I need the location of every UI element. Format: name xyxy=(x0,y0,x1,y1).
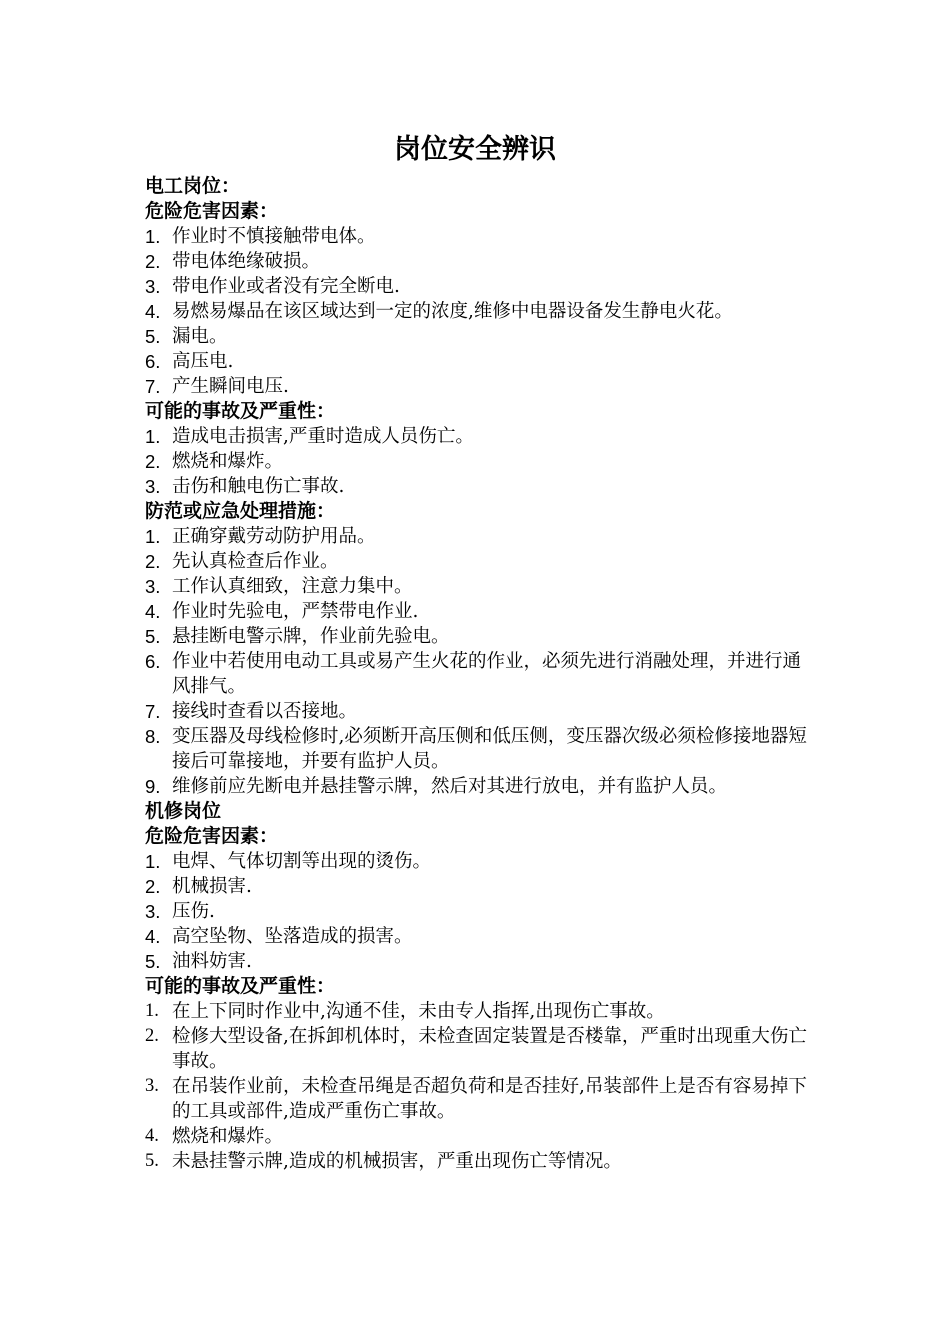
list-item xyxy=(145,1124,810,1149)
item-number: 2. xyxy=(145,551,161,572)
list-item xyxy=(145,949,810,974)
item-text: 维修前应先断电并悬挂警示牌，然后对其进行放电，并有监护人员。 xyxy=(172,776,728,797)
item-text: 接线时查看以否接地。 xyxy=(172,701,358,722)
list-item xyxy=(145,374,810,399)
item-number: 3. xyxy=(145,576,161,597)
item-number: 4. xyxy=(145,601,161,622)
item-text: 机械损害. xyxy=(172,876,252,897)
subsection-heading-accidents: 可能的事故及严重性： xyxy=(145,400,336,422)
item-text: 击伤和触电伤亡事故. xyxy=(172,476,345,497)
item-number: 3. xyxy=(145,901,161,922)
list-item xyxy=(145,274,810,299)
item-number: 7. xyxy=(145,701,161,722)
list-item xyxy=(145,624,810,649)
item-text: 工作认真细致，注意力集中。 xyxy=(172,576,413,597)
list-item xyxy=(145,649,810,699)
item-text: 带电作业或者没有完全断电. xyxy=(172,276,400,297)
item-text: 作业中若使用电动工具或易产生火花的作业，必须先进行消融处理，并进行通风排气。 xyxy=(172,651,802,697)
item-number: 1. xyxy=(145,851,161,872)
item-number: 1. xyxy=(145,426,161,447)
list-item xyxy=(145,574,810,599)
list-item xyxy=(145,299,810,324)
list-item xyxy=(145,899,810,924)
item-number: 6. xyxy=(145,351,161,372)
item-text: 漏电。 xyxy=(172,326,228,347)
item-number: 1. xyxy=(145,1001,159,1021)
list-item xyxy=(145,999,810,1024)
list-item xyxy=(145,224,810,249)
item-text: 悬挂断电警示牌，作业前先验电。 xyxy=(172,626,450,647)
item-number: 8. xyxy=(145,726,161,747)
list-item xyxy=(145,1024,810,1074)
list-item xyxy=(145,599,810,624)
item-text: 作业时不慎接触带电体。 xyxy=(172,226,376,247)
item-number: 2. xyxy=(145,251,161,272)
item-number: 3. xyxy=(145,276,161,297)
item-text: 易燃易爆品在该区域达到一定的浓度,维修中电器设备发生静电火花。 xyxy=(172,301,733,322)
list-item xyxy=(145,549,810,574)
item-text: 变压器及母线检修时,必须断开高压侧和低压侧，变压器次级必须检修接地器短接后可靠接地，并要有监护人员。 xyxy=(172,726,807,772)
item-text: 燃烧和爆炸。 xyxy=(172,1126,284,1147)
subsection-heading-hazards: 危险危害因素： xyxy=(145,200,279,222)
item-number: 7. xyxy=(145,376,161,397)
list-item xyxy=(145,1149,810,1174)
list-item xyxy=(145,424,810,449)
item-text: 作业时先验电，严禁带电作业. xyxy=(172,601,419,622)
item-text: 检修大型设备,在拆卸机体时，未检查固定装置是否楼靠，严重时出现重大伤亡事故。 xyxy=(172,1026,807,1072)
item-text: 电焊、气体切割等出现的烫伤。 xyxy=(172,851,432,872)
item-number: 4. xyxy=(145,301,161,322)
item-number: 5. xyxy=(145,1151,159,1171)
item-number: 6. xyxy=(145,651,161,672)
item-text: 在吊装作业前，未检查吊绳是否超负荷和是否挂好,吊装部件上是否有容易掉下的工具或部件,造成严重伤亡事故。 xyxy=(172,1076,807,1122)
item-text: 在上下同时作业中,沟通不佳，未由专人指挥,出现伤亡事故。 xyxy=(172,1001,665,1022)
item-text: 燃烧和爆炸。 xyxy=(172,451,284,472)
section-heading-mechanic: 机修岗位 xyxy=(145,800,222,822)
item-text: 带电体绝缘破损。 xyxy=(172,251,321,272)
item-text: 正确穿戴劳动防护用品。 xyxy=(172,526,376,547)
list-item xyxy=(145,249,810,274)
item-number: 5. xyxy=(145,626,161,647)
item-number: 2. xyxy=(145,451,161,472)
item-number: 2. xyxy=(145,1026,159,1046)
section-heading-electrician: 电工岗位： xyxy=(145,175,241,197)
item-text: 高空坠物、坠落造成的损害。 xyxy=(172,926,413,947)
item-text: 产生瞬间电压. xyxy=(172,376,289,397)
item-text: 压伤. xyxy=(172,901,215,922)
item-text: 先认真检查后作业。 xyxy=(172,551,339,572)
list-item xyxy=(145,699,810,724)
item-text: 高压电. xyxy=(172,351,234,372)
item-number: 3. xyxy=(145,1076,159,1096)
subsection-heading-measures: 防范或应急处理措施： xyxy=(145,500,336,522)
list-item xyxy=(145,724,810,774)
document-body xyxy=(145,174,810,1174)
list-item xyxy=(145,1074,810,1124)
item-number: 2. xyxy=(145,876,161,897)
subsection-heading-hazards: 危险危害因素： xyxy=(145,825,279,847)
item-number: 4. xyxy=(145,926,161,947)
item-text: 未悬挂警示牌,造成的机械损害，严重出现伤亡等情况。 xyxy=(172,1151,622,1172)
item-text: 油料妨害. xyxy=(172,951,252,972)
item-number: 1. xyxy=(145,226,161,247)
item-number: 9. xyxy=(145,776,161,797)
item-number: 1. xyxy=(145,526,161,547)
item-number: 4. xyxy=(145,1126,159,1146)
list-item xyxy=(145,874,810,899)
list-item xyxy=(145,924,810,949)
list-item xyxy=(145,324,810,349)
item-number: 5. xyxy=(145,951,161,972)
list-item xyxy=(145,449,810,474)
list-item xyxy=(145,524,810,549)
list-item xyxy=(145,349,810,374)
list-item xyxy=(145,849,810,874)
list-item xyxy=(145,474,810,499)
item-text: 造成电击损害,严重时造成人员伤亡。 xyxy=(172,426,474,447)
item-number: 3. xyxy=(145,476,161,497)
item-number: 5. xyxy=(145,326,161,347)
subsection-heading-accidents: 可能的事故及严重性： xyxy=(145,975,336,997)
document-title: 岗位安全辨识 xyxy=(394,134,556,165)
list-item xyxy=(145,774,810,799)
